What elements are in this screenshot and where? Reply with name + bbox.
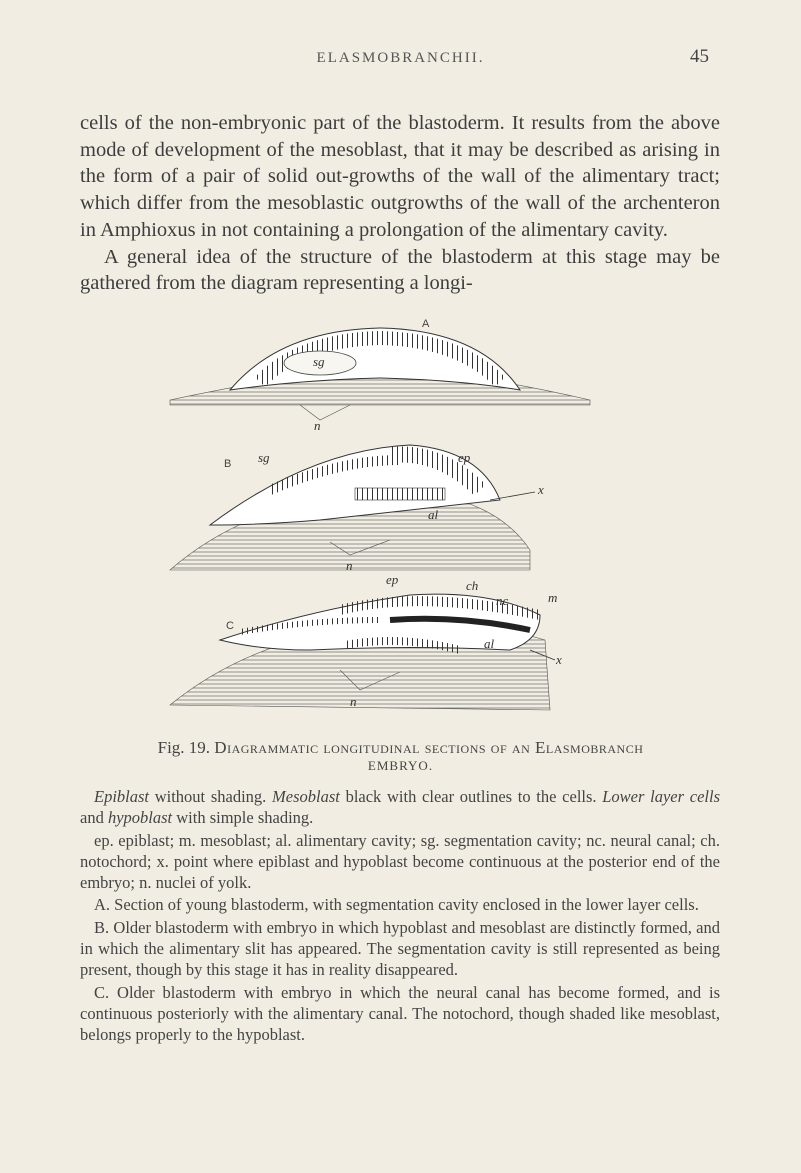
figure-title-continued: EMBRYO. (367, 758, 434, 773)
panel-b-ep-label: ep (458, 450, 471, 465)
figure-legend (80, 786, 720, 1047)
figure-19 (160, 310, 600, 730)
panel-b-al-label: al (428, 507, 439, 522)
figure-title: Diagrammatic longitudinal sections of an Elasmobranch (214, 738, 644, 757)
panel-c-al-label: al (484, 636, 495, 651)
figure-number: Fig. 19. (157, 738, 211, 757)
panel-a-sg-label: sg (313, 354, 325, 369)
panel-a-n-label: n (314, 418, 321, 433)
legend-panel-c: C. Older blastoderm with embryo in which the neural canal has become formed, and is continuous posteriorly with the alimentary canal. The notochord, though shaded like mesoblast, belongs properly to the hypoblast. (80, 982, 720, 1045)
paragraph-2: A general idea of the structure of the blastoderm at this stage may be gathered from the diagram representing a longi- (80, 245, 720, 295)
panel-c-m-label: m (548, 590, 558, 605)
panel-b-x-label: x (538, 482, 544, 497)
page-number: 45 (690, 46, 709, 67)
panel-c-nc-label: nc (496, 593, 509, 608)
panel-c-x-label: x (556, 652, 562, 667)
panel-c-letter: C (226, 620, 234, 632)
legend-panel-a: A. Section of young blastoderm, with segmentation cavity enclosed in the lower layer cells. (94, 895, 699, 915)
legend-abbreviations: ep. epiblast; m. mesoblast; al. alimentary cavity; sg. segmentation cavity; nc. neural canal; ch. notochord; x. point where epiblast and hypoblast become continuous at the posterior end of the embryo; n. nuclei of yolk. (80, 830, 720, 893)
panel-b-n-label: n (346, 558, 353, 573)
panel-a-letter: A (422, 318, 430, 330)
figure-caption-title (80, 738, 721, 758)
panel-c-ch-label: ch (466, 578, 479, 593)
paragraph-1: cells of the non-embryonic part of the blastoderm. It results from the above mode of development of the mesoblast, that it may be described as arising in the form of a pair of solid out-growths of the wall of the alimentary tract; which differ from the mesoblastic outgrowths of the wall of the archenteron in Amphioxus in not containing a prolongation of the alimentary cavity. (80, 112, 720, 241)
figure-illustration (160, 310, 600, 730)
running-head: ELASMOBRANCHII. (316, 50, 485, 66)
panel-c-ep-label: ep (386, 572, 399, 587)
panel-b-letter: B (224, 458, 232, 470)
panel-a (170, 328, 590, 420)
panel-b-sg-label: sg (258, 450, 270, 465)
panel-c (170, 594, 555, 710)
panel-c-n-label: n (350, 694, 357, 709)
legend-panel-b: B. Older blastoderm with embryo in which hypoblast and mesoblast are distinctly formed, and in which the alimentary slit has appeared. The segmentation cavity is still represented as being present, though by this stage it has in reality disappeared. (80, 917, 720, 980)
legend-shading: Epiblast without shading. Mesoblast black with clear outlines to the cells. Lower layer cells and hypoblast with simple shading. (80, 787, 720, 828)
body-text (80, 110, 720, 297)
